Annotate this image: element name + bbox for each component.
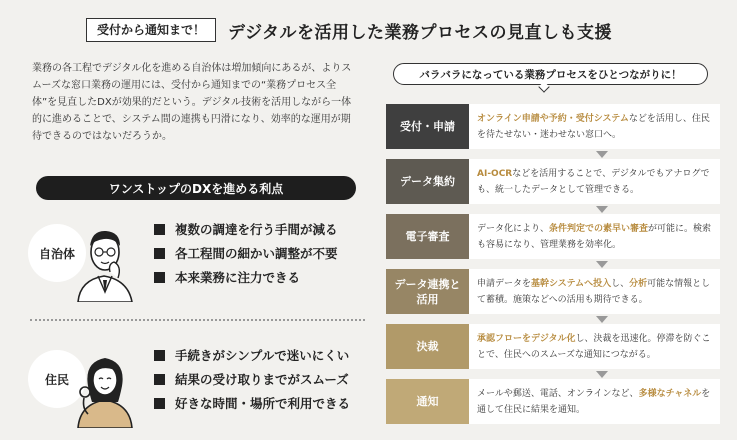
down-arrow-icon <box>596 371 608 378</box>
resident-person-icon <box>74 342 136 428</box>
step-description: メールや郵送、電話、オンラインなど、多様なチャネルを通して住民に結果を通知。 <box>477 388 711 415</box>
municipality-figure <box>14 214 144 304</box>
resident-points <box>154 344 350 416</box>
square-bullet-icon <box>154 272 165 283</box>
step-description: 承認フローをデジタル化し、決裁を迅速化。停滞を防ぐことで、住民へのスムーズな通知につながる。 <box>477 333 711 360</box>
intro-text: 業務の各工程でデジタル化を進める自治体は増加傾向にあるが、よりスムーズな窓口業務の運用には、受付から通知までの“業務プロセス全体”を見直したDXが効果的だという。デジタル技術を活用しながら一体的に進めることで、システム間の連携も円滑になり、効率的な運用が期待できるのではないだろうか。 <box>32 63 352 142</box>
benefits-title: ワンストップのDXを進める利点 <box>36 176 356 200</box>
list-item: 手続きがシンプルで迷いにくい <box>154 344 350 366</box>
square-bullet-icon <box>154 248 165 259</box>
page-title: デジタルを活用した業務プロセスの見直しも支援 <box>228 22 612 43</box>
header-tag: 受付から通知まで！ <box>86 18 216 42</box>
step-approval <box>386 324 720 369</box>
resident-label: 住民 <box>28 350 86 408</box>
step-label: 受付・申請 <box>386 104 469 149</box>
resident-figure <box>14 340 144 430</box>
step-data-aggregation <box>386 159 720 204</box>
municipality-row <box>14 214 364 304</box>
step-label: データ集約 <box>386 159 469 204</box>
step-e-review <box>386 214 720 259</box>
step-label: 決裁 <box>386 324 469 369</box>
flow-title: バラバラになっている業務プロセスをひとつながりに！ <box>393 63 708 85</box>
step-notification <box>386 379 720 424</box>
down-arrow-icon <box>596 206 608 213</box>
resident-row <box>14 340 364 430</box>
step-description: AI-OCRなどを活用することで、デジタルでもアナログでも、統一したデータとして管理できる。 <box>477 168 710 195</box>
step-description: データ化により、条件判定での素早い審査が可能に。検索も容易になり、管理業務を効率化。 <box>477 223 712 250</box>
municipality-label: 自治体 <box>28 224 86 282</box>
step-description: オンライン申請や予約・受付システムなどを活用し、住民を待たせない・迷わせない窓口へ。 <box>477 113 710 140</box>
official-person-icon <box>74 216 136 302</box>
square-bullet-icon <box>154 374 165 385</box>
step-reception <box>386 104 720 149</box>
down-arrow-icon <box>596 316 608 323</box>
down-arrow-icon <box>596 261 608 268</box>
municipality-points <box>154 218 338 290</box>
down-arrow-icon <box>596 151 608 158</box>
step-data-linkage <box>386 269 720 314</box>
list-item: 本来業務に注力できる <box>154 266 338 288</box>
section-divider <box>30 319 365 321</box>
list-item: 複数の調達を行う手間が減る <box>154 218 338 240</box>
step-description: 申請データを基幹システムへ投入し、分析可能な情報として蓄積。施策などへの活用も期待できる。 <box>477 278 711 305</box>
square-bullet-icon <box>154 350 165 361</box>
page-header <box>86 17 612 43</box>
list-item: 結果の受け取りまでがスムーズ <box>154 368 350 390</box>
square-bullet-icon <box>154 224 165 235</box>
step-label: 電子審査 <box>386 214 469 259</box>
square-bullet-icon <box>154 398 165 409</box>
step-label: 通知 <box>386 379 469 424</box>
list-item: 好きな時間・場所で利用できる <box>154 392 350 414</box>
list-item: 各工程間の細かい調整が不要 <box>154 242 338 264</box>
step-label: データ連携と 活用 <box>386 269 469 314</box>
